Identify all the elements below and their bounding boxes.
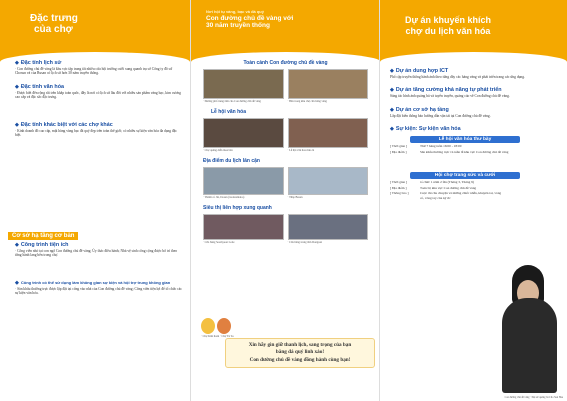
festival-photos: [203, 118, 368, 152]
slogan-line1: Xin hãy gìn giữ thanh lịch, sang trọng của bạn: [248, 342, 352, 348]
festival-title: Lễ hội văn hóa: [211, 109, 247, 115]
column-market-features: [0, 0, 190, 401]
info-row: [390, 144, 558, 148]
diamond-icon: ◆: [390, 68, 394, 74]
panorama-photos: [203, 69, 368, 103]
row-value: Sân khấu thường trực và tuần lễ khu vực Con đường chủ đề vàng: [420, 149, 509, 154]
section-difference: [15, 122, 183, 128]
section-self-dev: [390, 87, 558, 93]
slogan-line2: bằng đá quý linh xảo!: [275, 349, 325, 356]
photo-item: [288, 167, 369, 199]
photo-caption: · Thành cổ Jin, Dosan (Jeonnamdoo): [203, 196, 245, 199]
section-text: · Kinh doanh đồ cao cấp, mặt hàng vàng bạc đá quý đẹp trên toàn thế giới; có nhiều sự kiện văn hóa đa dạng đặc biệt.: [15, 128, 177, 138]
festival-photo: [203, 118, 284, 148]
band-title-line2: chợ du lịch văn hóa: [405, 26, 491, 37]
mall-photo: [203, 214, 284, 240]
section-text: · Con đường chủ đề vàng là khu vực tập trung tất nhiều cửa hội trường cưới xung quanh trụ sở Công ty đồ sứ Chosun và của Busan có lịch sử hơn 30 năm truyền thống.: [15, 67, 173, 76]
section-title: Đặc tính khác biệt với các chợ khác: [20, 121, 113, 128]
section-title: Dự án cơ sở hạ tầng: [395, 106, 449, 113]
section-title: Công trình tiện ích: [20, 242, 69, 248]
photo-item: [288, 118, 369, 152]
row-value: Cuộc thi câu chuyện và những chiếc nhẫn, khuyên tai, vòng cổ, vòng tay của ký ức: [420, 191, 502, 200]
section-history: [15, 60, 183, 66]
photo-item: [288, 214, 369, 244]
section-title: Đặc tính lịch sử: [20, 60, 62, 66]
diamond-icon: ◆: [15, 60, 19, 66]
diamond-icon: ◆: [15, 242, 19, 248]
photo-caption: · Cửa hàng Seomyeon Lotte: [203, 241, 235, 244]
photo-item: [203, 118, 284, 152]
section-text: · Được biết đến rộng rãi trên khắp toàn quốc, đây là nơi có lịch sử lâu đời với nhiều sản phẩm vàng bạc, kim cương cao cấp và đặc sắc đặc trưng.: [15, 90, 181, 100]
diamond-icon: ◆: [15, 279, 19, 286]
band-title-line2: 30 năm truyền thống: [206, 22, 270, 29]
diamond-icon: ◆: [390, 106, 394, 113]
section-infra: [390, 107, 558, 113]
header-band: [0, 0, 190, 62]
infrastructure-band: [8, 224, 78, 242]
photo-caption: · Đường phố trung tâm của Con đường chủ đề vàng: [203, 100, 261, 103]
mascot-icon: [201, 318, 215, 334]
photo-item: [203, 167, 284, 199]
infrastructure-content: [15, 242, 183, 296]
section-title: Dự án tăng cường khả năng tự phát triển: [395, 87, 502, 94]
photo-item: [288, 69, 369, 103]
section-text: · Sàn khấu thường trực được lập đặt tại cổng vào nhà của Con đường chủ đề vàng; Công viên tiện lợi để tổ chức các sự kiện văn hóa.: [15, 286, 182, 296]
info-row: [390, 180, 558, 184]
info-row: [390, 150, 558, 154]
panorama-title: Toàn cảnh Con đường chủ đề vàng: [243, 60, 328, 66]
photo-caption: · Chợ quảng diễn mua bán: [203, 149, 233, 152]
row-value: Thứ 7 hàng tuần 16:00 - 18:00: [420, 144, 462, 149]
band-title-line1: Con đường chủ đề vàng với: [206, 15, 294, 23]
mall-title: Siêu thị liên hợp xung quanh: [203, 205, 272, 211]
band-subtitle: Nơi hội tụ vàng, bạc và đá quý: [206, 9, 264, 14]
section-title: Đặc tính văn hóa: [20, 83, 64, 90]
section-culture: [15, 84, 183, 90]
diamond-icon: ◆: [390, 126, 394, 133]
tower-photo: [288, 167, 369, 195]
diamond-icon: ◆: [15, 121, 19, 128]
festival-photo: [288, 118, 369, 148]
photo-caption: · Bên trong khu chợ cửa hàng vàng: [287, 100, 327, 103]
section-text: Sáng tác hình ảnh quảng bá và tuyển truyền, quảng cáo về Con đường chủ đề vàng.: [390, 94, 510, 99]
row-value: tổ chức 1 năm 2 lần (Tháng 3, Tháng 9): [420, 180, 474, 185]
mascot-caption: · Chợ Kim hoàn · Chợ Tư ba: [201, 335, 234, 338]
slogan-box: [225, 338, 375, 368]
band-title-line2: của chợ: [34, 23, 73, 35]
fortress-photo: [203, 167, 284, 195]
street-photo: [203, 69, 284, 99]
row-key: [ Thời gian ]: [390, 144, 408, 149]
section-text: Phổ cập truyền thông hành ảnh theo từng dây các hàng vàng và phát triển trang các ứng dụng.: [390, 75, 525, 79]
row-key: [ Thông báo ]: [390, 191, 409, 196]
nearby-photos: [203, 167, 368, 199]
info-row: [390, 186, 558, 190]
band-title: [30, 14, 78, 35]
diamond-icon: ◆: [390, 87, 394, 94]
shop-photo: [288, 69, 369, 99]
mascot-icon: [217, 318, 231, 334]
mall-photos: [203, 214, 368, 244]
photo-item: [203, 214, 284, 244]
section-events: [390, 126, 558, 132]
culture-festival-bar: Lễ hội văn hóa thư bày: [410, 136, 520, 143]
band-title-line1: Dự án khuyến khích: [404, 15, 492, 25]
section-facilities: [15, 242, 183, 248]
mall-photo: [288, 214, 369, 240]
band-title-line1: Đặc trưng: [30, 13, 78, 24]
row-key: [ Địa điểm ]: [390, 149, 407, 154]
jewelry-fair-bar: Hội chợ trang sức và cưới: [410, 172, 520, 179]
gold-road-content: [203, 60, 368, 244]
slogan-line3: Con đường chủ đề vàng đồng hành cùng bạn!: [249, 356, 351, 363]
section-ict: [390, 68, 558, 74]
ambassador-photo: [502, 298, 557, 393]
section-event-space: [15, 280, 183, 286]
photo-item: [203, 69, 284, 103]
section-text: · Công viên nhỏ tại con ngõ Con đường chủ đề vàng; Ủy thác điều hành; Nhà vệ sinh công cộng được bố trí theo từng hành lang bên trong chợ.: [15, 249, 178, 258]
section-text: Lắp đặt biển thông báo hướng dẫn vận tải tại Con đường chủ đề vàng.: [390, 113, 491, 118]
column-tourism-project: [380, 0, 567, 401]
section-title: Dự án dung hợp ICT: [395, 68, 449, 74]
section-title: Công trình có thể sử dụng làm không gian sự kiện và hội trợ trung không gian: [20, 280, 171, 286]
mascots: [201, 318, 241, 338]
row-key: [ Địa điểm ]: [390, 185, 407, 190]
ambassador-caption: Con đường chủ đề vàng · Đại sứ quảng bá Cho Sun Hea: [504, 396, 563, 399]
row-value: Toàn bộ khu vực Con đường chủ đề vàng: [420, 185, 477, 190]
projects-content: [390, 68, 558, 200]
photo-caption: · Lễ hội văn hóa mùa lá: [287, 149, 315, 152]
diamond-icon: ◆: [15, 83, 19, 90]
photo-caption: · Tháp Busan: [287, 196, 303, 199]
row-key: [ Thời gian ]: [390, 180, 408, 185]
mascot-figures: [201, 318, 241, 334]
features-content: [15, 60, 183, 138]
nearby-title: Địa điểm du lịch lân cận: [203, 158, 260, 164]
band-title: [388, 16, 508, 37]
info-row: [390, 191, 558, 200]
photo-caption: · Cửa hàng trung tâm Dongsan: [287, 241, 323, 244]
section-title: Sự kiện: Sự kiện văn hóa: [395, 126, 461, 133]
infrastructure-title: Cơ sở hạ tầng cơ bản: [8, 232, 78, 240]
band-title: [206, 10, 346, 30]
